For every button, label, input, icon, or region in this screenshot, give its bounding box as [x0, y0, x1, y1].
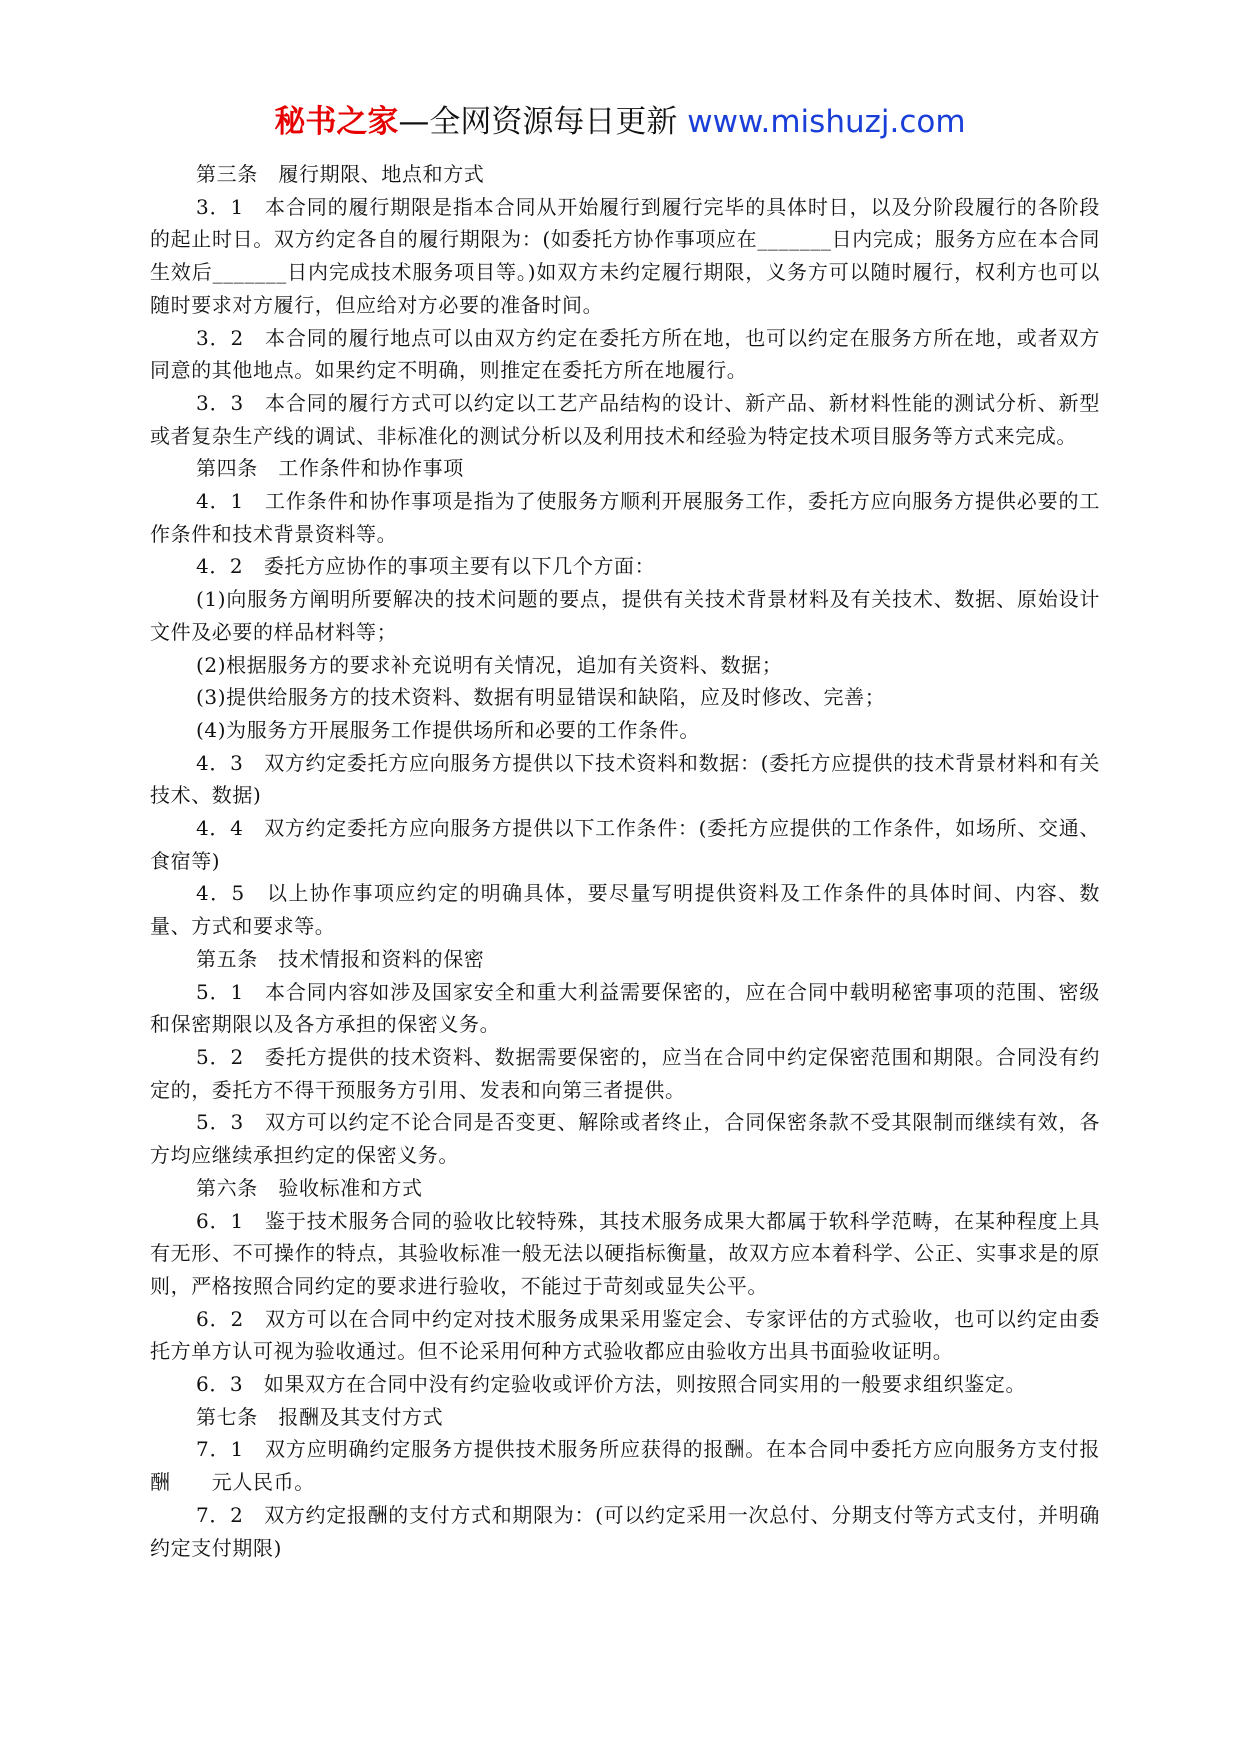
clause-5-1: 5．1 本合同内容如涉及国家安全和重大利益需要保密的，应在合同中载明秘密事项的范围、密级和保密期限以及各方承担的保密义务。: [150, 979, 1100, 1037]
clause-4-2: 4．2 委托方应协作的事项主要有以下几个方面：: [196, 554, 656, 579]
section-heading-3: 第三条 履行期限、地点和方式: [196, 162, 485, 186]
clause-7-2: 7．2 双方约定报酬的支付方式和期限为：(可以约定采用一次总付、分期支付等方式支付，并明确约定支付期限): [150, 1502, 1100, 1560]
brand-name: 秘书之家: [274, 104, 399, 140]
section-heading-7: 第七条 报酬及其支付方式: [196, 1404, 444, 1429]
section-heading-6: 第六条 验收标准和方式: [196, 1175, 423, 1200]
clause-4-4: 4．4 双方约定委托方应向服务方提供以下工作条件：(委托方应提供的工作条件，如场所、交通、食宿等): [150, 816, 1100, 873]
clause-3-1: 3．1 本合同的履行期限是指本合同从开始履行到履行完毕的具体时日，以及分阶段履行的各阶段的起止时日。双方约定各自的履行期限为：(如委托方协作事项应在_______日内完成；服务方应在本合同生效后_______日内完成技术服务项目等。)如双方未约定履行期限，义务方可以随时履行，权利方也可以随时要求对方履行，但应给对方必要的准备时间。: [150, 194, 1100, 317]
clause-4-2-item-3: (3)提供给服务方的技术资料、数据有明显错误和缺陷，应及时修改、完善；: [196, 685, 886, 710]
document-body: [150, 158, 1100, 1564]
clause-6-2: 6．2 双方可以在合同中约定对技术服务成果采用鉴定会、专家评估的方式验收，也可以约定由委托方单方认可视为验收通过。但不论采用何种方式验收都应由验收方出具书面验收证明。: [150, 1306, 1100, 1364]
clause-7-1: 7．1 双方应明确约定服务方提供技术服务所应获得的报酬。在本合同中委托方应向服务方支付报酬 元人民币。: [150, 1437, 1100, 1495]
site-url-link[interactable]: www.mishuzj.com: [687, 104, 966, 140]
header-slogan: —全网资源每日更新: [398, 104, 678, 140]
clause-4-1: 4．1 工作条件和协作事项是指为了使服务方顺利开展服务工作，委托方应向服务方提供必要的工作条件和技术背景资料等。: [150, 489, 1100, 546]
section-heading-4: 第四条 工作条件和协作事项: [196, 456, 464, 481]
clause-4-2-item-4: (4)为服务方开展服务工作提供场所和必要的工作条件。: [196, 717, 700, 742]
clause-4-2-item-1: (1)向服务方阐明所要解决的技术问题的要点，提供有关技术背景材料及有关技术、数据、原始设计文件及必要的样品材料等；: [150, 587, 1100, 644]
clause-3-2: 3．2 本合同的履行地点可以由双方约定在委托方所在地，也可以约定在服务方所在地，或者双方同意的其他地点。如果约定不明确，则推定在委托方所在地履行。: [150, 325, 1100, 383]
site-header: [0, 100, 1240, 144]
section-heading-5: 第五条 技术情报和资料的保密: [196, 946, 485, 971]
clause-6-3: 6．3 如果双方在合同中没有约定验收或评价方法，则按照合同实用的一般要求组织鉴定。: [196, 1372, 1027, 1397]
clause-4-2-item-2: (2)根据服务方的要求补充说明有关情况，追加有关资料、数据；: [196, 652, 783, 677]
clause-4-3: 4．3 双方约定委托方应向服务方提供以下技术资料和数据：(委托方应提供的技术背景材料和有关技术、数据): [150, 750, 1100, 808]
clause-3-3: 3．3 本合同的履行方式可以约定以工艺产品结构的设计、新产品、新材料性能的测试分析、新型或者复杂生产线的调试、非标准化的测试分析以及利用技术和经验为特定技术项目服务等方式来完成。: [150, 390, 1100, 448]
clause-6-1: 6．1 鉴于技术服务合同的验收比较特殊，其技术服务成果大都属于软科学范畴，在某种程度上具有无形、不可操作的特点，其验收标准一般无法以硬指标衡量，故双方应本着科学、公正、实事求是的原则，严格按照合同约定的要求进行验收，不能过于苛刻或显失公平。: [150, 1208, 1100, 1298]
clause-4-5: 4．5 以上协作事项应约定的明确具体，要尽量写明提供资料及工作条件的具体时间、内容、数量、方式和要求等。: [150, 881, 1100, 939]
clause-5-2: 5．2 委托方提供的技术资料、数据需要保密的，应当在合同中约定保密范围和期限。合同没有约定的，委托方不得干预服务方引用、发表和向第三者提供。: [150, 1044, 1100, 1102]
clause-5-3: 5．3 双方可以约定不论合同是否变更、解除或者终止，合同保密条款不受其限制而继续有效，各方均应继续承担约定的保密义务。: [150, 1110, 1100, 1168]
